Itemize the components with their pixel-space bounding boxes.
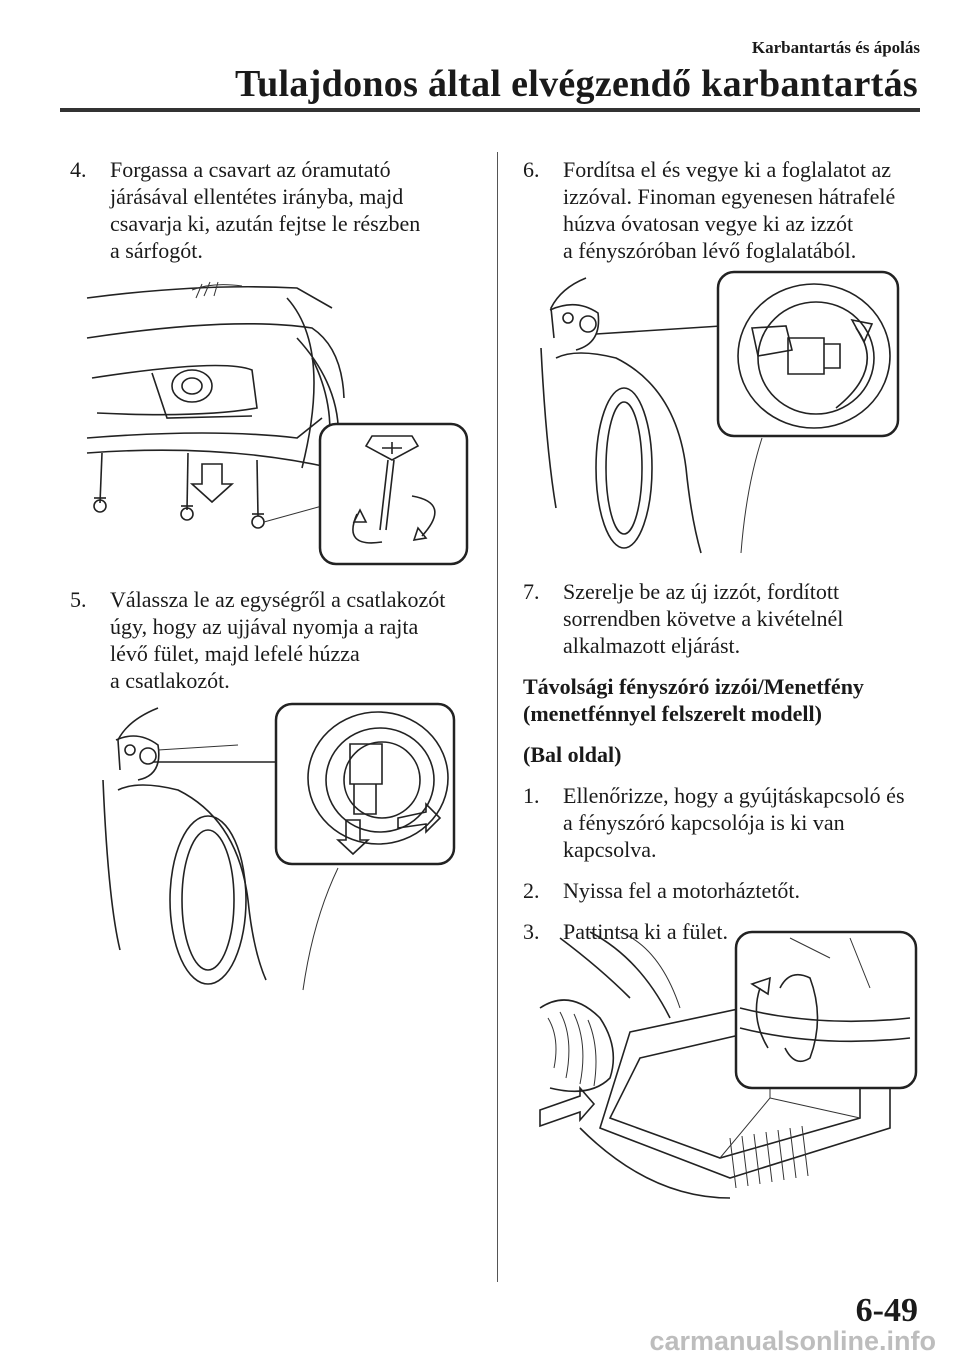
- step-text-line: Nyissa fel a motorháztetőt.: [563, 878, 801, 903]
- step-text-line: úgy, hogy az ujjával nyomja a rajta: [110, 614, 419, 639]
- page-title: Tulajdonos által elvégzendő karbantartás: [234, 63, 918, 105]
- screw-icon: [94, 498, 106, 512]
- step-1: [523, 782, 923, 863]
- screw-icon: [252, 514, 264, 528]
- step-text-line: lévő fület, majd lefelé húzza: [110, 641, 360, 666]
- step-text-line: a fényszóró kapcsolója is ki van: [563, 810, 845, 835]
- watermark: carmanualsonline.info: [649, 1326, 936, 1356]
- step-text-line: Forgassa a csavart az óramutató: [110, 157, 391, 182]
- column-divider: [497, 152, 498, 1282]
- step-text-line: járásával ellentétes irányba, majd: [110, 184, 404, 209]
- bumper-screw-illustration: [82, 278, 472, 568]
- down-arrow-icon: [192, 464, 232, 502]
- step-text-line: a fényszóróban lévő foglalatából.: [563, 238, 857, 263]
- step-number: 6.: [523, 157, 540, 182]
- section-subheading: (Bal oldal): [523, 742, 622, 767]
- step-6: [523, 156, 923, 264]
- screw-icon: [181, 506, 193, 520]
- section-heading: (menetfénnyel felszerelt modell): [523, 701, 822, 726]
- step-text-line: a sárfogót.: [110, 238, 203, 263]
- detail-inset: [718, 272, 898, 436]
- step-number: 4.: [70, 157, 87, 182]
- step-text-line: csavarja ki, azután fejtse le részben: [110, 211, 421, 236]
- pointer-arrow-icon: [540, 1088, 594, 1126]
- header-rule: [60, 108, 920, 112]
- step-text-line: Fordítsa el és vegye ki a foglalatot az: [563, 157, 892, 182]
- step-text-line: alkalmazott eljárást.: [563, 633, 741, 658]
- step-number: 2.: [523, 878, 540, 903]
- step-5: [70, 586, 480, 694]
- step-number: 3.: [523, 919, 540, 944]
- step-text-line: a csatlakozót.: [110, 668, 230, 693]
- step-2: [523, 877, 923, 904]
- step-text-line: Ellenőrizze, hogy a gyújtáskapcsoló és: [563, 783, 905, 808]
- detail-inset: [736, 932, 916, 1088]
- step-4: [70, 156, 480, 264]
- step-text-line: húzva óvatosan vegye ki az izzót: [563, 211, 854, 236]
- step-text-line: kapcsolva.: [563, 837, 657, 862]
- step-text-line: Szerelje be az új izzót, fordított: [563, 579, 840, 604]
- step-number: 1.: [523, 783, 540, 808]
- section-heading: Távolsági fényszóró izzói/Menetfény: [523, 674, 864, 699]
- air-cleaner-tab-illustration: [530, 928, 920, 1218]
- step-text-line: sorrendben követve a kivételnél: [563, 606, 844, 631]
- bulb-removal-illustration: [536, 268, 902, 558]
- section-label: Karbantartás és ápolás: [751, 38, 920, 57]
- step-number: 7.: [523, 579, 540, 604]
- step-7: [523, 578, 923, 659]
- connector-removal-illustration: [98, 700, 458, 1000]
- step-text-line: Pattintsa ki a fület.: [563, 919, 728, 944]
- right-column-text: [523, 578, 923, 945]
- step-text-line: izzóval. Finoman egyenesen hátrafelé: [563, 184, 896, 209]
- page-number: 6-49: [855, 1292, 918, 1329]
- detail-inset: [320, 424, 467, 564]
- step-number: 5.: [70, 587, 87, 612]
- step-text-line: Válassza le az egységről a csatlakozót: [110, 587, 446, 612]
